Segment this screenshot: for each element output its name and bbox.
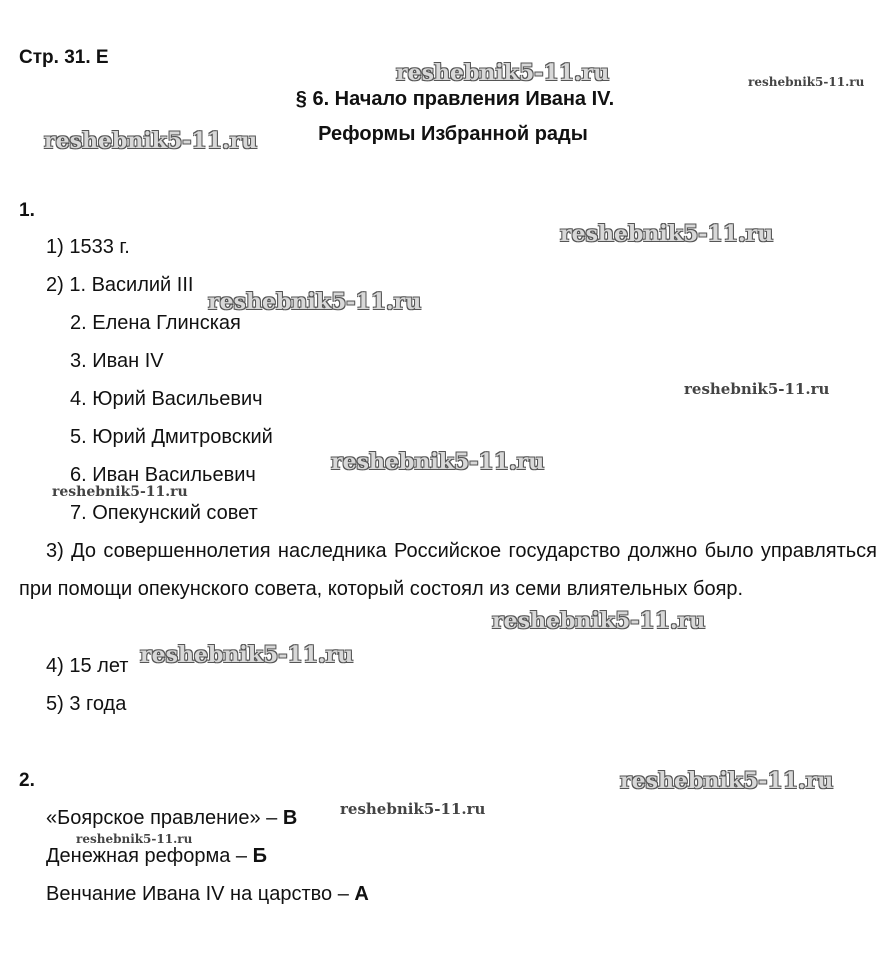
task-2-item-answer: Б bbox=[252, 845, 267, 867]
task-2-item-answer: А bbox=[354, 883, 369, 905]
watermark: reshebnik5-11.ru bbox=[52, 484, 188, 500]
tree-item: 3. Иван IV bbox=[70, 350, 164, 372]
task-2-item bbox=[46, 807, 297, 830]
section-subtitle: Реформы Избранной рады bbox=[318, 123, 588, 145]
watermark: reshebnik5-11.ru bbox=[748, 75, 865, 89]
task-2-item bbox=[46, 845, 267, 868]
task-1-number: 1. bbox=[19, 200, 35, 221]
task-1-answer-2: 2) 1. Василий III bbox=[46, 274, 194, 296]
watermark: reshebnik5-11.ru bbox=[560, 221, 774, 247]
task-2-item-text: «Боярское правление» – bbox=[46, 807, 283, 829]
task-1-answer-5: 5) 3 года bbox=[46, 693, 127, 715]
tree-item: 4. Юрий Васильевич bbox=[70, 388, 263, 410]
tree-item: 6. Иван Васильевич bbox=[70, 464, 256, 486]
task-1-answer-4: 4) 15 лет bbox=[46, 655, 129, 677]
task-2-number: 2. bbox=[19, 770, 35, 791]
watermark: reshebnik5-11.ru bbox=[396, 60, 610, 86]
page-reference: Стр. 31. Е bbox=[19, 47, 109, 68]
task-1-answer-3: 3) До совершеннолетия наследника Российское государство должно было управляться при помощи опекунского совета, который состоял из семи влиятельных бояр. bbox=[19, 540, 877, 600]
task-2-item bbox=[46, 883, 369, 906]
tree-item: 5. Юрий Дмитровский bbox=[70, 426, 273, 448]
tree-item: 2. Елена Глинская bbox=[70, 312, 241, 334]
task-2-item-text: Денежная реформа – bbox=[46, 845, 253, 867]
watermark: reshebnik5-11.ru bbox=[44, 128, 258, 154]
watermark: reshebnik5-11.ru bbox=[620, 768, 834, 794]
watermark: reshebnik5-11.ru bbox=[331, 449, 545, 475]
section-title: § 6. Начало правления Ивана IV. bbox=[295, 88, 615, 110]
tree-item: 7. Опекунский совет bbox=[70, 502, 258, 524]
watermark: reshebnik5-11.ru bbox=[684, 380, 830, 398]
watermark: reshebnik5-11.ru bbox=[140, 642, 354, 668]
watermark: reshebnik5-11.ru bbox=[76, 832, 193, 846]
watermark: reshebnik5-11.ru bbox=[492, 608, 706, 634]
watermark: reshebnik5-11.ru bbox=[208, 289, 422, 315]
task-2-item-text: Венчание Ивана IV на царство – bbox=[46, 883, 355, 905]
watermark: reshebnik5-11.ru bbox=[340, 800, 486, 818]
task-2-item-answer: В bbox=[282, 807, 298, 829]
task-1-answer-1: 1) 1533 г. bbox=[46, 236, 130, 258]
